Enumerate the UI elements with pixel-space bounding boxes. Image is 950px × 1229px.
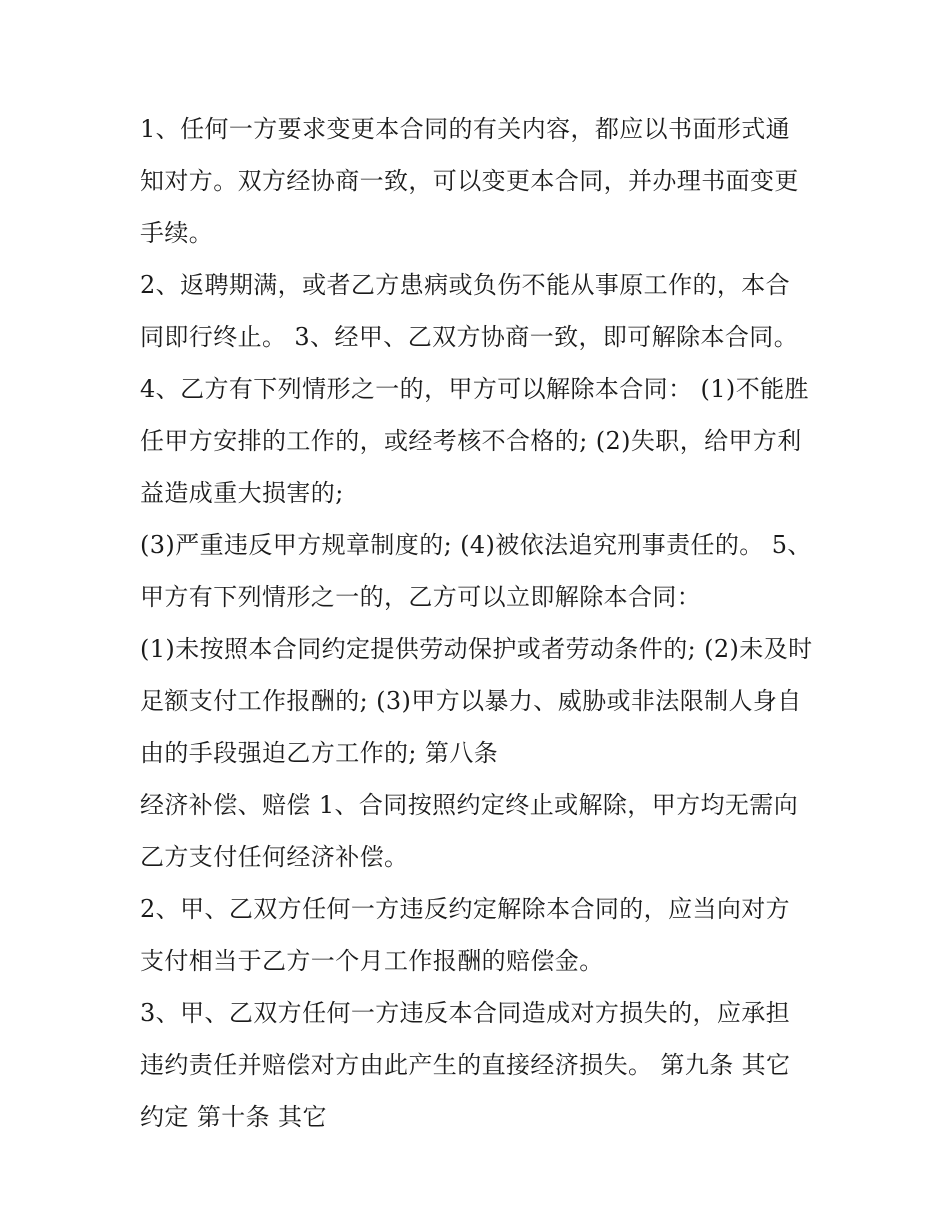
text-line: 经济补偿、赔偿 1、合同按照约定终止或解除，甲方均无需向	[140, 791, 799, 819]
text-line: 甲方有下列情形之一的，乙方可以立即解除本合同：	[140, 583, 702, 611]
text-line: (3)严重违反甲方规章制度的; (4)被依法追究刑事责任的。 5、	[140, 531, 812, 559]
text-line: 1、任何一方要求变更本合同的有关内容，都应以书面形式通	[140, 115, 791, 143]
text-line: 手续。	[140, 219, 214, 247]
text-line: 违约责任并赔偿对方由此产生的直接经济损失。 第九条 其它	[140, 1051, 791, 1079]
text-line: 益造成重大损害的;	[140, 479, 344, 507]
document-body	[140, 103, 820, 1143]
text-line: 同即行终止。 3、经甲、乙双方协商一致，即可解除本合同。	[140, 323, 799, 351]
text-line: (1)未按照本合同约定提供劳动保护或者劳动条件的; (2)未及时	[140, 635, 813, 663]
text-line: 支付相当于乙方一个月工作报酬的赔偿金。	[140, 947, 604, 975]
text-line: 由的手段强迫乙方工作的; 第八条	[140, 739, 499, 767]
text-line: 3、甲、乙双方任何一方违反本合同造成对方损失的，应承担	[140, 999, 791, 1027]
text-line: 约定 第十条 其它	[140, 1103, 327, 1131]
text-line: 2、返聘期满，或者乙方患病或负伤不能从事原工作的，本合	[140, 271, 791, 299]
text-line: 4、乙方有下列情形之一的，甲方可以解除本合同： (1)不能胜	[140, 375, 809, 403]
text-line: 乙方支付任何经济补偿。	[140, 843, 409, 871]
text-line: 任甲方安排的工作的，或经考核不合格的; (2)失职，给甲方利	[140, 427, 802, 455]
text-line: 知对方。双方经协商一致，可以变更本合同，并办理书面变更	[140, 167, 799, 195]
text-line: 足额支付工作报酬的; (3)甲方以暴力、威胁或非法限制人身自	[140, 687, 802, 715]
text-line: 2、甲、乙双方任何一方违反约定解除本合同的，应当向对方	[140, 895, 791, 923]
